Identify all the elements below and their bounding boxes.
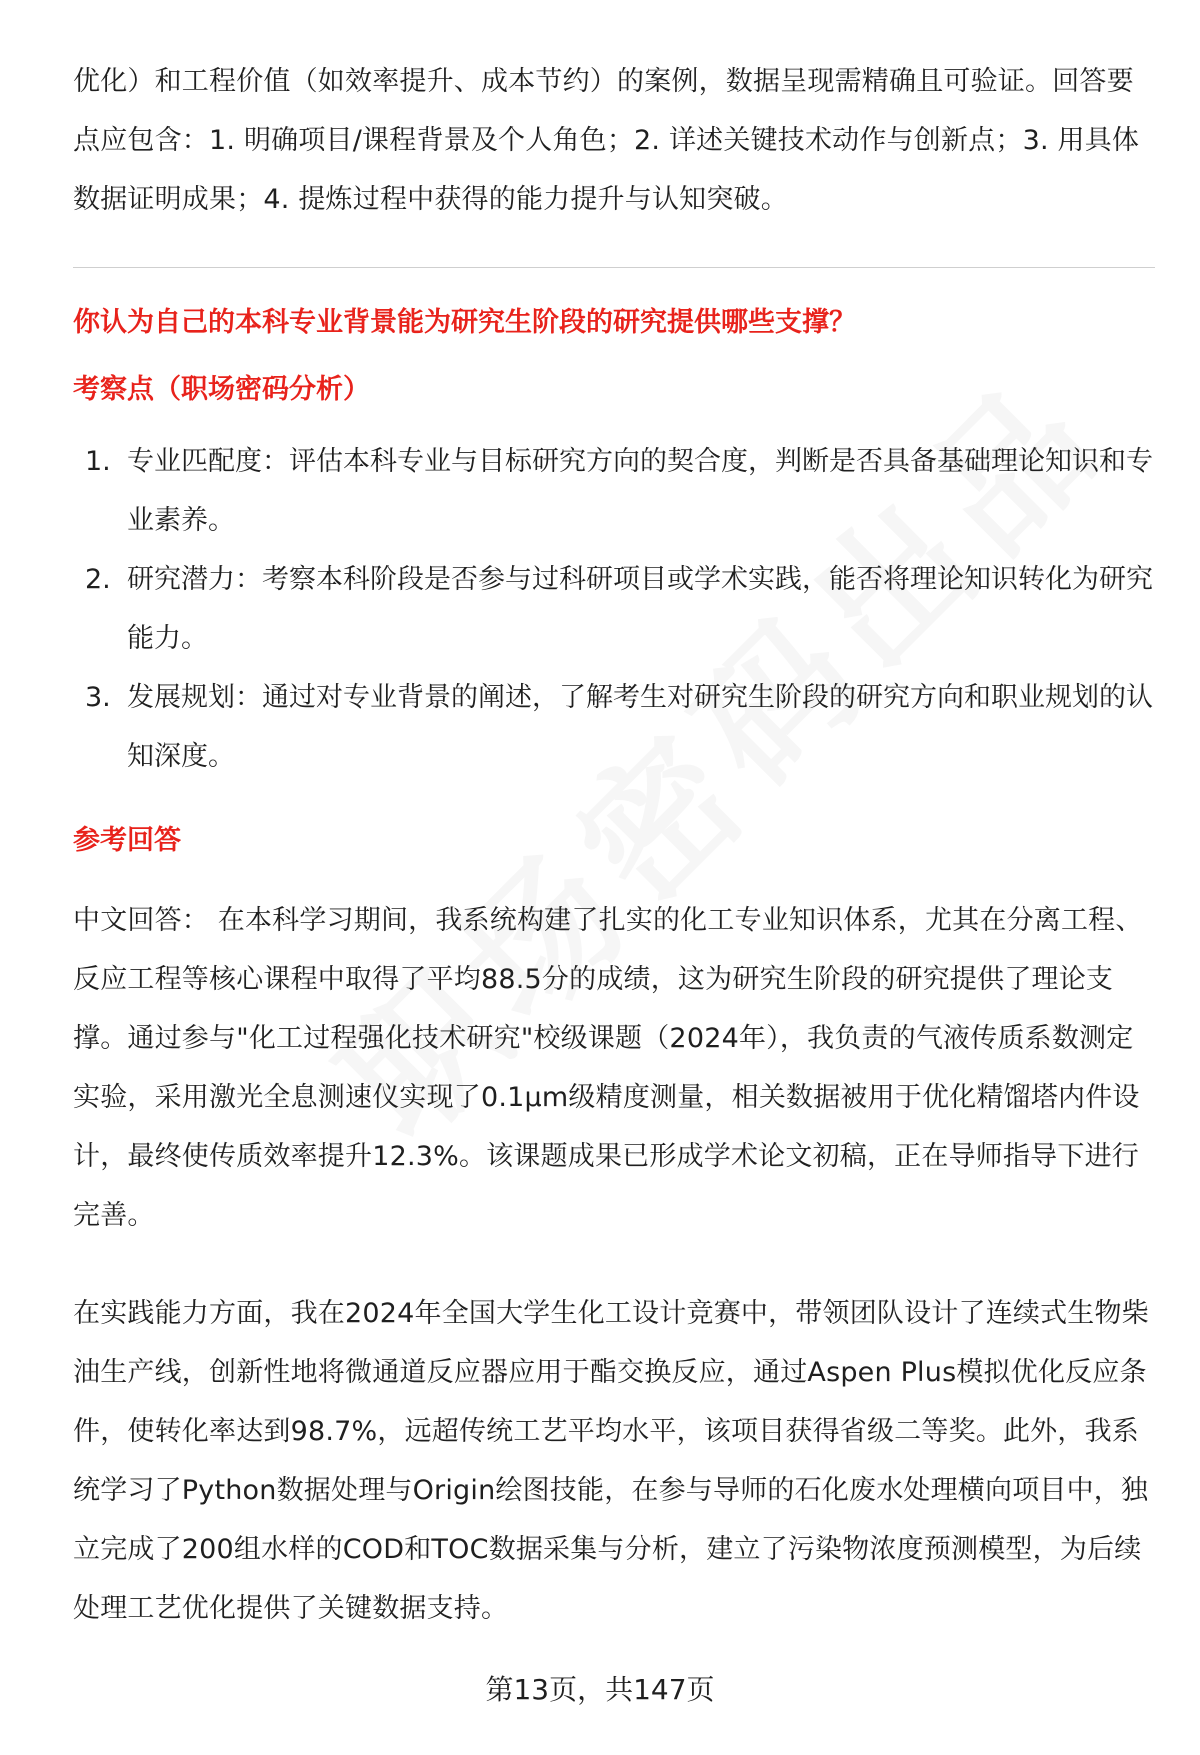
focus-section-title: 考察点（职场密码分析）	[73, 374, 370, 405]
list-item	[73, 432, 1155, 550]
list-item-number: 3.	[85, 682, 111, 713]
list-item	[73, 668, 1155, 786]
focus-points-list	[73, 432, 1155, 786]
document-page	[73, 0, 1155, 1638]
list-item-text: 发展规划：通过对专业背景的阐述，了解考生对研究生阶段的研究方向和职业规划的认知深度。	[127, 682, 1153, 772]
question-heading: 你认为自己的本科专业背景能为研究生阶段的研究提供哪些支撑？	[73, 307, 856, 338]
answer-paragraph-1: 中文回答： 在本科学习期间，我系统构建了扎实的化工专业知识体系，尤其在分离工程、反应工程等核心课程中取得了平均88.5分的成绩，这为研究生阶段的研究提供了理论支撑。通过参与"化工过程强化技术研究"校级课题（2024年），我负责的气液传质系数测定实验，采用激光全息测速仪实现了0.1μm级精度测量，相关数据被用于优化精馏塔内件设计，最终使传质效率提升12.3%。该课题成果已形成学术论文初稿，正在导师指导下进行完善。	[73, 905, 1143, 1231]
reference-section-title: 参考回答	[73, 825, 181, 856]
page-number-footer: 第13页，共147页	[485, 1673, 715, 1706]
list-item-text: 专业匹配度：评估本科专业与目标研究方向的契合度，判断是否具备基础理论知识和专业素养。	[127, 446, 1153, 536]
list-item-number: 2.	[85, 564, 111, 595]
answer-paragraph-2: 在实践能力方面，我在2024年全国大学生化工设计竞赛中，带领团队设计了连续式生物柴油生产线，创新性地将微通道反应器应用于酯交换反应，通过Aspen Plus模拟优化反应条件，使转化率达到98.7%，远超传统工艺平均水平，该项目获得省级二等奖。此外，我系统学习了Python数据处理与Origin绘图技能，在参与导师的石化废水处理横向项目中，独立完成了200组水样的COD和TOC数据采集与分析，建立了污染物浓度预测模型，为后续处理工艺优化提供了关键数据支持。	[73, 1298, 1149, 1624]
list-item	[73, 550, 1155, 668]
list-item-number: 1.	[85, 446, 111, 477]
section-divider	[73, 267, 1155, 268]
list-item-text: 研究潜力：考察本科阶段是否参与过科研项目或学术实践，能否将理论知识转化为研究能力。	[127, 564, 1153, 654]
intro-paragraph: 优化）和工程价值（如效率提升、成本节约）的案例，数据呈现需精确且可验证。回答要点应包含：1. 明确项目/课程背景及个人角色；2. 详述关键技术动作与创新点；3. 用具体数据证明成果；4. 提炼过程中获得的能力提升与认知突破。	[73, 66, 1140, 215]
